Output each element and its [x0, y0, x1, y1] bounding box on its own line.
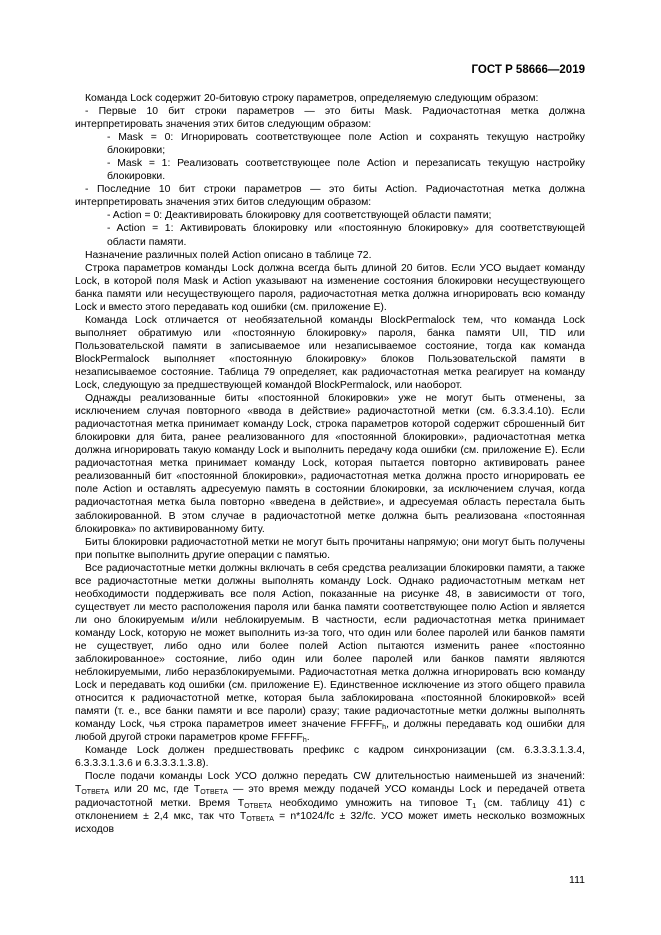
paragraph: - Последние 10 бит строки параметров — это биты Action. Радиочастотная метка должна интерпретировать значения этих битов следующим образом:: [75, 184, 585, 209]
subscript: ОТВЕТА: [81, 789, 110, 797]
subscript: 1: [472, 802, 477, 810]
document-header: ГОСТ Р 58666—2019: [471, 64, 585, 76]
list-item: - Action = 0: Деактивировать блокировку для соответствующей области памяти;: [107, 210, 492, 222]
paragraph: Команда Lock содержит 20-битовую строку параметров, определяемую следующим образом:: [85, 93, 539, 104]
paragraph-text: , и должны передавать код ошибки для любой другой строки параметров кроме FFFFF: [75, 719, 585, 744]
paragraph: Однажды реализованные биты «постоянной блокировки» уже не могут быть отменены, за исключением случая повторного «ввода в действие» радиочастотной метки (см. 6.3.3.4.10). Если радиочастотная метка принимает команду Lock, строка параметров которой содержит сброшенный бит блокировки для бита, ранее реализованного для «постоянной блокировки», радиочастотная метка должна игнорировать такую команду Lock и выполнить передачу кода ошибки (см. приложение Е). Если радиочастотная метка принимает команду Lock, которая пытается повторно активировать ранее реализованный бит «постоянной блокировки», радиочастотная метка должна просто игнорировать ее поле Action и оставлять адресуемую память в состоянии блокировки, за исключением случая, когда радиочастотная метка была повторно «введена в действие», и адресуемая область перестала быть заблокированной. В этом случае в радиочастотной метке должна быть реализована «постоянная блокировка» по активированному биту.: [75, 393, 585, 535]
subscript: h: [302, 737, 307, 745]
list-item: - Mask = 0: Игнорировать соответствующее поле Action и сохранять текущую настройку блокировки;: [107, 132, 585, 157]
paragraph: - Первые 10 бит строки параметров — это биты Mask. Радиочастотная метка должна интерпретировать значения этих битов следующим образом:: [75, 106, 585, 131]
paragraph: [75, 562, 585, 745]
paragraph-text: (см. таблицу 41) с отклонением ± 2,4 мкс, так что T: [75, 797, 585, 822]
paragraph-text: После подачи команды Lock УСО должно передать CW длительностью наименьшей из значений: T: [75, 771, 585, 796]
paragraph: Команде Lock должен предшествовать префикс с кадром синхронизации (см. 6.3.3.3.1.3.4, 6.3.3.3.1.3.6 и 6.3.3.3.1.3.8).: [75, 745, 585, 770]
paragraph: Биты блокировки радиочастотной метки не могут быть прочитаны напрямую; они могут быть получены при попытке выполнить другие операции с памятью.: [75, 536, 585, 561]
paragraph-text: = n*1024/fc ± 32/fc. УСО может иметь несколько возможных исходов: [75, 810, 585, 835]
subscript: ОТВЕТА: [244, 802, 272, 810]
paragraph: [75, 770, 585, 835]
paragraph-text: или 20 мс, где T: [109, 784, 201, 796]
paragraph: Команда Lock отличается от необязательной команды BlockPermalock тем, что команда Lock выполняет обратимую или «постоянную блокировку» пароля, банка памяти UII, TID или Пользовательской памяти в записываемое или незаписываемое состояние, тогда как команда BlockPermalock выполняет «постоянную блокировку» блоков Пользовательской памяти в незаписываемое состояние. Таблица 79 определяет, как радиочастотная метка реагирует на команду Lock, следующую за предшествующей командой BlockPermalock, или наоборот.: [75, 314, 585, 392]
paragraph-text: .: [306, 732, 310, 744]
paragraph: Строка параметров команды Lock должна всегда быть длиной 20 битов. Если УСО выдает команду Lock, в которой поля Mask и Action указывают на изменение состояния блокировки несуществующего банка памяти или несуществующего пароля, радиочастотная метка должна игнорировать всю команду Lock и вместо этого передавать код ошибки (см. приложение Е).: [75, 262, 585, 313]
paragraph-text: — это время между подачей УСО команды Lock и передачей ответа радиочастотной метки. Время T: [75, 784, 586, 809]
page-number: 111: [569, 874, 585, 886]
document-body: [75, 92, 585, 836]
subscript: ОТВЕТА: [200, 789, 228, 797]
list-item: - Action = 1: Активировать блокировку или «постоянную блокировку» для соответствующей области памяти.: [107, 223, 585, 248]
subscript: ОТВЕТА: [246, 815, 274, 823]
subscript: h: [382, 724, 387, 732]
paragraph-text: Все радиочастотные метки должны включать в себя средства реализации блокировки памяти, а также все радиочастотные метки должны выполнять команду Lock. Однако радиочастотным меткам нет необходимости поддерживать все поля Action, показанные на рисунке 48, в зависимости от того, существует ли место расположения пароля или банка памяти соответствующее полю Action и является ли оно блокируемым и/или неблокируемым. В частности, если радиочастотная метка принимает команду Lock, которую не может выполнить из-за того, что один или более паролей или банков памяти не существует, либо одно или более полей Action пытаются изменить ранее «постоянно заблокированное» состояние, либо один или более паролей или банков памяти являются неблокируемыми, либо неразблокируемыми. Радиочастотная метка должна игнорировать всю команду Lock и передавать код ошибки (см. приложение Е). Единственное исключение из этого общего правила относится к радиочастотной метке, которая была заблокирована «постоянной блокировкой» всей памяти (т. е., все банки памяти и все пароли) сразу; такие радиочастотные метки должны выполнять команду Lock, чья строка параметров имеет значение FFFFF: [75, 562, 585, 731]
paragraph-text: необходимо умножить на типовое T: [271, 797, 473, 809]
list-item: - Mask = 1: Реализовать соответствующее поле Action и перезаписать текущую настройку блокировки.: [107, 158, 585, 183]
paragraph: Назначение различных полей Action описано в таблице 72.: [85, 249, 372, 261]
